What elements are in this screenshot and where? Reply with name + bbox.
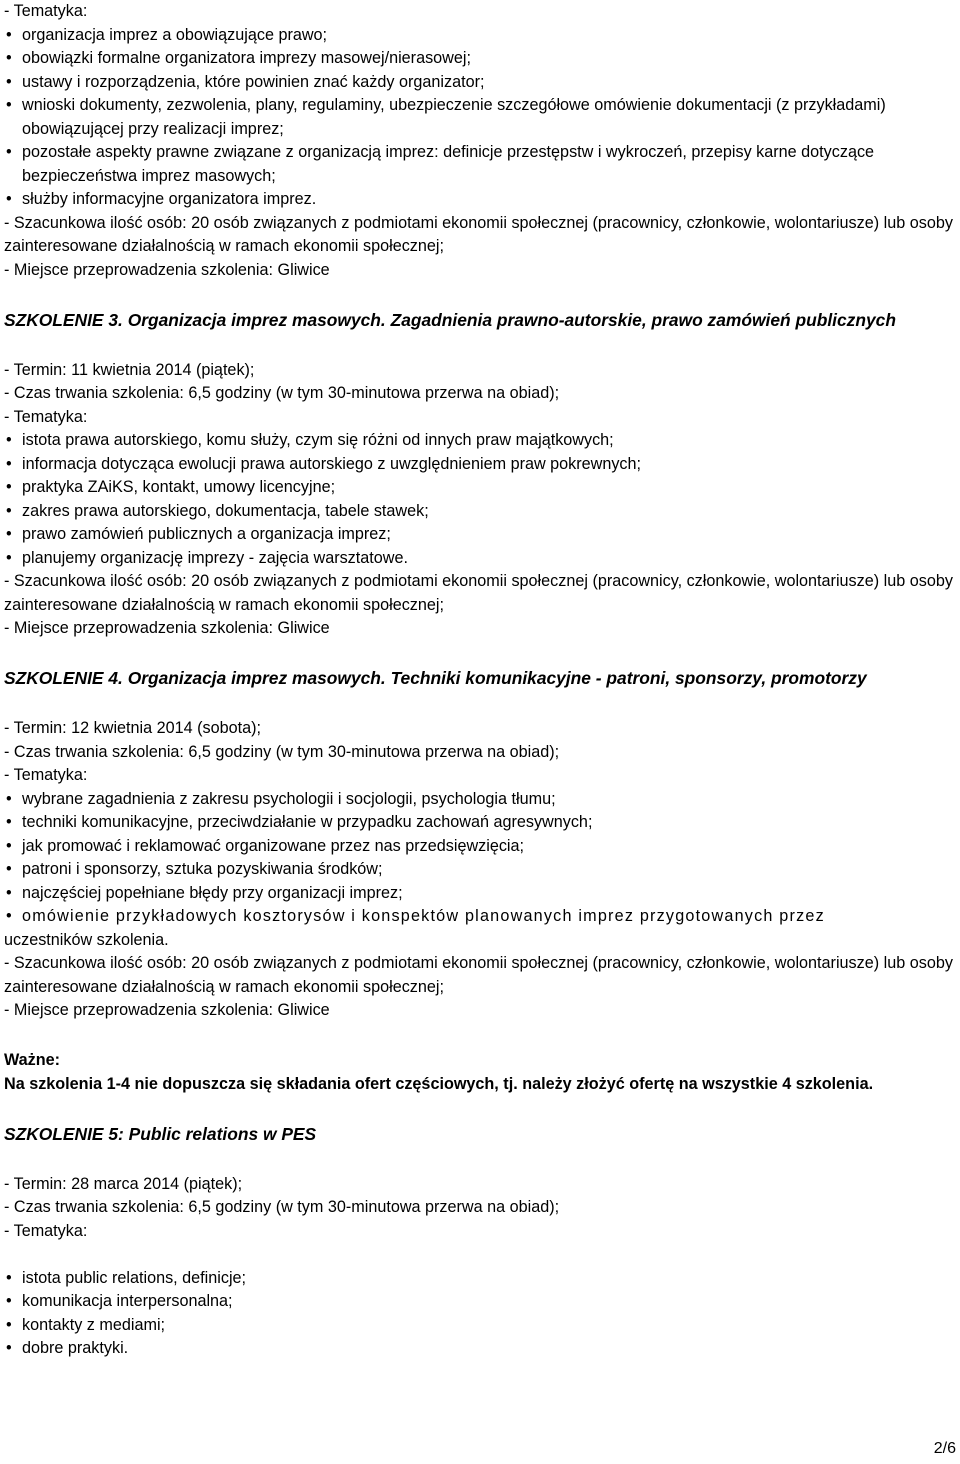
bullet-icon: • [6,72,12,91]
training-location: - Miejsce przeprowadzenia szkolenia: Gliwice [4,1001,330,1019]
s5-topic-list [4,1267,956,1361]
bullet-icon: • [6,501,12,520]
bullet-icon: • [6,836,12,855]
bullet-icon: • [6,454,12,473]
list-item: • najczęściej popełniane błędy przy organizacji imprez; [4,882,956,906]
bullet-icon: • [6,96,12,114]
tematyka-label: - Tematyka: [4,407,88,426]
bullet-icon: • [6,1339,12,1357]
tematyka-label: - Tematyka: [4,766,88,784]
list-item: • pozostałe aspekty prawne związane z organizacją imprez: definicje przestępstw i wykroczeń, przepisy karne dotyczące bezpieczeństwa imprez masowych; [6,143,875,185]
top-topic-list [4,24,956,212]
participants-count: - Szacunkowa ilość osób: 20 osób związanych z podmiotami ekonomii społecznej (pracownicy, członkowie, wolontariusze) lub osoby zainteresowane działalnością w ramach ekonomii społecznej; [4,213,953,255]
participants-count: - Szacunkowa ilość osób: 20 osób związanych z podmiotami ekonomii społecznej (pracownicy, członkowie, wolontariusze) lub osoby zainteresowane działalnością w ramach ekonomii społecznej; [4,572,953,614]
list-item: • prawo zamówień publicznych a organizacja imprez; [4,523,956,547]
bullet-icon: • [6,1315,12,1334]
list-item: • informacja dotycząca ewolucji prawa autorskiego z uwzględnieniem praw pokrewnych; [4,453,956,477]
list-item: • wnioski dokumenty, zezwolenia, plany, regulaminy, ubezpieczenie szczegółowe omówienie dokumentacji (z przykładami) obowiązującej przy realizacji imprez; [6,96,886,138]
section-heading-szkolenie-4: SZKOLENIE 4. Organizacja imprez masowych. Techniki komunikacyjne - patroni, sponsorzy, promotorzy [4,668,867,688]
list-item: • istota public relations, definicje; [4,1267,956,1291]
bullet-icon: • [6,25,12,44]
list-item-continuation: uczestników szkolenia. [4,930,169,949]
list-item: • zakres prawa autorskiego, dokumentacja, tabele stawek; [4,500,956,524]
list-item: • ustawy i rozporządzenia, które powinien znać każdy organizator; [4,71,956,95]
tematyka-label: - Tematyka: [4,2,88,20]
s4-topic-list [4,788,956,929]
training-duration: - Czas trwania szkolenia: 6,5 godziny (w tym 30-minutowa przerwa na obiad); [4,1198,560,1216]
list-item: • techniki komunikacyjne, przeciwdziałanie w przypadku zachowań agresywnych; [4,811,956,835]
participants-count: - Szacunkowa ilość osób: 20 osób związanych z podmiotami ekonomii społecznej (pracownicy, członkowie, wolontariusze) lub osoby zainteresowane działalnością w ramach ekonomii społecznej; [4,954,953,996]
bullet-icon: • [6,525,12,543]
training-date: - Termin: 12 kwietnia 2014 (sobota); [4,719,262,737]
bullet-icon: • [6,1268,12,1287]
section-heading-szkolenie-3: SZKOLENIE 3. Organizacja imprez masowych. Zagadnienia prawno-autorskie, prawo zamówień publicznych [4,309,896,330]
training-date: - Termin: 11 kwietnia 2014 (piątek); [4,360,255,379]
list-item: • organizacja imprez a obowiązujące prawo; [4,24,956,48]
training-duration: - Czas trwania szkolenia: 6,5 godziny (w tym 30-minutowa przerwa na obiad); [4,742,560,761]
list-item: • służby informacyjne organizatora imprez. [4,188,956,212]
bullet-icon: • [6,190,12,208]
bullet-icon: • [6,813,12,831]
list-item: • obowiązki formalne organizatora imprezy masowej/nierasowej; [4,47,956,71]
training-duration: - Czas trwania szkolenia: 6,5 godziny (w tym 30-minutowa przerwa na obiad); [4,384,560,402]
list-item: • dobre praktyki. [4,1337,956,1361]
bullet-icon: • [6,860,12,878]
list-item: • jak promować i reklamować organizowane przez nas przedsięwzięcia; [4,835,956,859]
bullet-icon: • [6,789,12,808]
important-label: Ważne: [4,1051,61,1069]
list-item: • patroni i sponsorzy, sztuka pozyskiwania środków; [4,858,956,882]
bullet-icon: • [6,907,12,925]
s3-topic-list [4,429,956,570]
list-item: • istota prawa autorskiego, komu służy, czym się różni od innych praw majątkowych; [4,429,956,453]
bullet-icon: • [6,49,12,67]
document-page [4,0,956,1361]
training-location: - Miejsce przeprowadzenia szkolenia: Gliwice [4,619,330,637]
training-location: - Miejsce przeprowadzenia szkolenia: Gliwice [4,260,330,279]
list-item: • kontakty z mediami; [4,1314,956,1338]
bullet-icon: • [6,143,12,161]
bullet-icon: • [6,431,12,449]
bullet-icon: • [6,883,12,902]
list-item: • komunikacja interpersonalna; [4,1290,956,1314]
bullet-icon: • [6,1292,12,1310]
training-date: - Termin: 28 marca 2014 (piątek); [4,1174,243,1193]
list-item: • wybrane zagadnienia z zakresu psychologii i socjologii, psychologia tłumu; [4,788,956,812]
list-item: • planujemy organizację imprezy - zajęcia warsztatowe. [4,547,956,571]
bullet-icon: • [6,548,12,567]
list-item: • omówienie przykładowych kosztorysów i konspektów planowanych imprez przygotowanych przez [4,905,956,929]
tematyka-label: - Tematyka: [4,1221,88,1240]
important-note: Na szkolenia 1-4 nie dopuszcza się składania ofert częściowych, tj. należy złożyć ofertę na wszystkie 4 szkolenia. [4,1074,874,1093]
section-heading-szkolenie-5: SZKOLENIE 5: Public relations w PES [4,1123,317,1144]
list-item: • praktyka ZAiKS, kontakt, umowy licencyjne; [4,476,956,500]
page-number: 2/6 [933,1439,956,1457]
bullet-icon: • [6,478,12,496]
